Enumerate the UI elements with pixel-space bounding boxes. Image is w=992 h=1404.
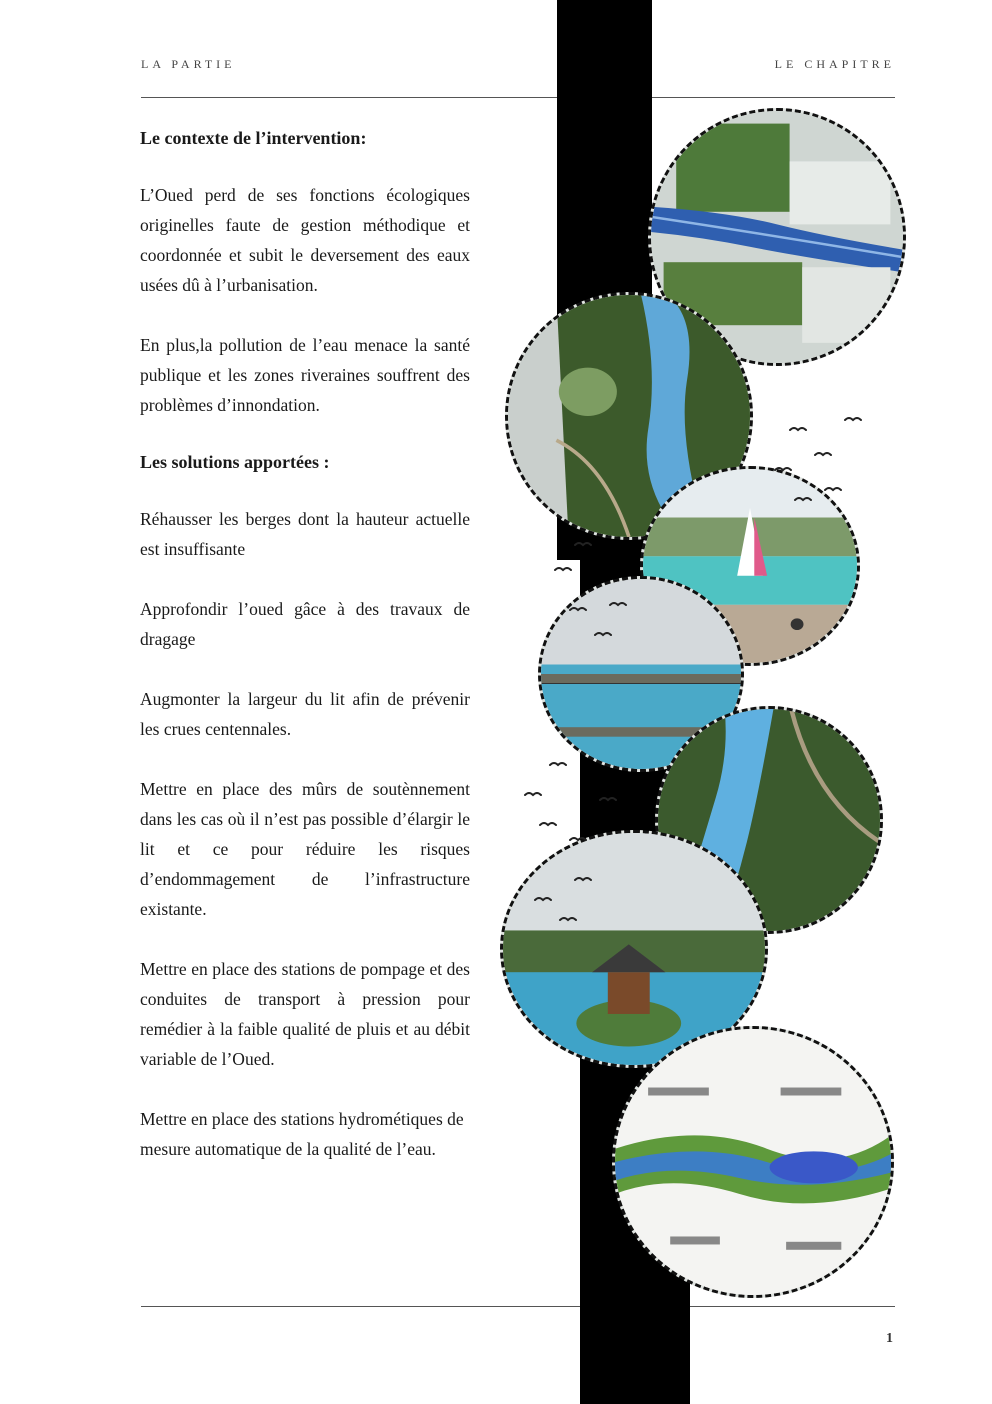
header-rule-right	[652, 97, 895, 98]
context-paragraph-1: L’Oued perd de ses fonctions écologiques originelles faute de gestion méthodique et coordonnée et subit le deversement des eaux usées dû à l’urbanisation.	[140, 185, 470, 295]
heading-context: Le contexte de l’intervention:	[140, 128, 367, 148]
birds-decoration	[515, 400, 885, 940]
header-rule-left	[141, 97, 561, 98]
solution-item: Mettre en place des stations hydrométiques de mesure automatique de la qualité de l’eau.	[140, 1109, 464, 1159]
heading-solutions: Les solutions apportées :	[140, 452, 330, 472]
context-paragraph-2: En plus,la pollution de l’eau menace la santé publique et les zones riveraines souffrent des problèmes d’innondation.	[140, 335, 470, 415]
header-part-label: LA PARTIE	[141, 57, 236, 71]
solution-item: Mettre en place des stations de pompage et des conduites de transport à pression pour remédier à la faible qualité de pluis et au débit variable de l’Oued.	[140, 959, 470, 1069]
solution-item: Réhausser les berges dont la hauteur actuelle est insuffisante	[140, 509, 470, 559]
main-text	[140, 126, 470, 1194]
footer-rule-left	[141, 1306, 581, 1307]
page-number: 1	[886, 1331, 893, 1346]
header-chapter-label: LE CHAPITRE	[774, 57, 895, 71]
solution-item: Approfondir l’oued gâce à des travaux de dragage	[140, 599, 470, 649]
circle-image-site-plan	[612, 1026, 894, 1298]
solution-item: Augmonter la largeur du lit afin de prévenir les crues centennales.	[140, 689, 470, 739]
footer-rule-right	[688, 1306, 895, 1307]
solution-item: Mettre en place des mûrs de soutènnement dans les cas où il n’est pas possible d’élargir le lit et ce pour réduire les risques d’endommagement de l’infrastructure existante.	[140, 779, 470, 919]
